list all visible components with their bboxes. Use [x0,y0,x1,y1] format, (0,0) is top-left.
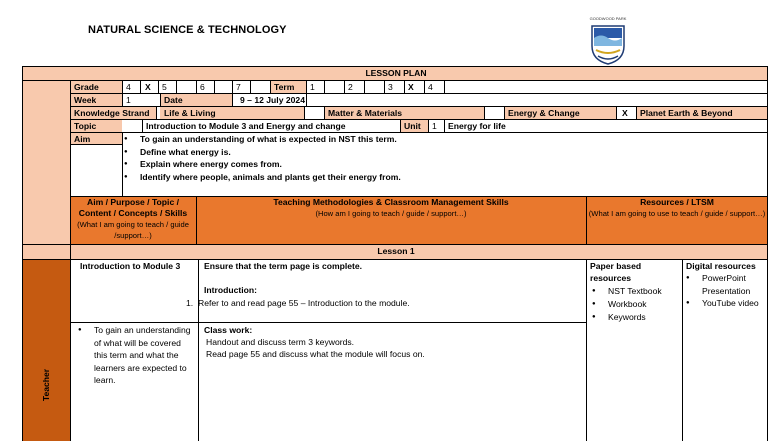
paper-resources-heading: Paper based resources [590,261,642,283]
unit-name[interactable]: Energy for life [448,121,506,131]
lesson-1-header: Lesson 1 [377,246,415,256]
grade-label: Grade [74,82,99,92]
knowledge-strand-label: Knowledge Strand [74,108,150,118]
classwork-heading: Class work: [204,325,253,335]
column-header-aim [72,197,194,241]
term-option-4[interactable]: 4 [428,82,433,92]
strand-life-living: Life & Living [164,108,216,118]
digital-resources-list [684,272,768,310]
strand-matter-materials: Matter & Materials [328,108,403,118]
digital-resources-heading: Digital resources [686,261,756,271]
classwork-line: Handout and discuss term 3 keywords. [206,337,355,347]
aim-item: ● Define what energy is. [122,146,562,159]
introduction-step-text: Refer to and read page 55 – Introduction to the module. [198,298,410,308]
grade-option-4[interactable]: 4 [126,82,131,92]
column-header-methods [198,197,584,219]
logo-caption: GOODWOOD PARK [589,16,627,21]
document-title: NATURAL SCIENCE & TECHNOLOGY [88,24,287,36]
strand-energy-mark[interactable]: X [622,108,628,118]
school-logo [586,16,630,66]
grade-mark[interactable]: X [145,82,151,92]
aim-item: ● Identify where people, animals and plants get their energy from. [122,171,562,184]
intro-module-heading: Introduction to Module 3 [80,261,181,271]
teacher-label: Teacher [41,368,51,402]
grade-option-6[interactable]: 6 [200,82,205,92]
paper-resources-list [590,285,682,324]
classwork-line: Read page 55 and discuss what the module will focus on. [206,349,425,359]
lesson-plan-title: LESSON PLAN [365,68,427,78]
aim-item: ● To gain an understanding of what is expected in NST this term. [122,133,562,146]
aim-list [122,133,562,183]
date-label: Date [164,95,183,105]
digital-resource-item: ● PowerPoint Presentation [684,272,768,297]
term-option-1[interactable]: 1 [310,82,315,92]
grade-option-5[interactable]: 5 [162,82,167,92]
column-header-resources-title: Resources / LTSM [640,197,714,207]
lesson-aim-item: ● To gain an understanding of what will be covered this term and what the learners are expected to learn. [76,324,194,387]
aim-item: ● Explain where energy comes from. [122,158,562,171]
strand-energy-change: Energy & Change [508,108,580,118]
paper-resource-item: ● Keywords [590,311,682,324]
aim-label: Aim [74,134,91,144]
column-header-resources-sub: (What I am going to use to teach / guide / support…) [588,209,766,218]
topic-value[interactable]: Introduction to Module 3 and Energy and change [146,121,346,131]
digital-resource-item: ● YouTube video [684,297,768,310]
column-header-methods-sub: (How am I going to teach / guide / support…) [315,209,467,218]
term-option-2[interactable]: 2 [348,82,353,92]
lesson-aim-list [76,324,194,387]
term-option-3[interactable]: 3 [388,82,393,92]
date-value[interactable]: 9 – 12 July 2024 [240,95,305,105]
unit-value[interactable]: 1 [432,121,437,131]
week-label: Week [74,95,97,105]
term-mark[interactable]: X [408,82,414,92]
paper-resource-item: ● NST Textbook [590,285,682,298]
topic-label: Topic [74,121,97,131]
term-page-instruction: Ensure that the term page is complete. [204,261,363,271]
strand-planet-earth: Planet Earth & Beyond [640,108,733,118]
introduction-heading: Introduction: [204,285,257,295]
column-header-aim-sub: (What I am going to teach / guide /support…) [77,220,189,240]
column-header-resources [588,197,766,219]
introduction-step-number: 1. [186,298,194,308]
term-label: Term [274,82,295,92]
paper-resource-item: ● Workbook [590,298,682,311]
column-header-methods-title: Teaching Methodologies & Classroom Management Skills [273,197,509,207]
week-value[interactable]: 1 [126,95,131,105]
column-header-aim-title: Aim / Purpose / Topic / Content / Concepts / Skills [78,197,188,218]
unit-label: Unit [404,121,421,131]
grade-option-7[interactable]: 7 [236,82,241,92]
